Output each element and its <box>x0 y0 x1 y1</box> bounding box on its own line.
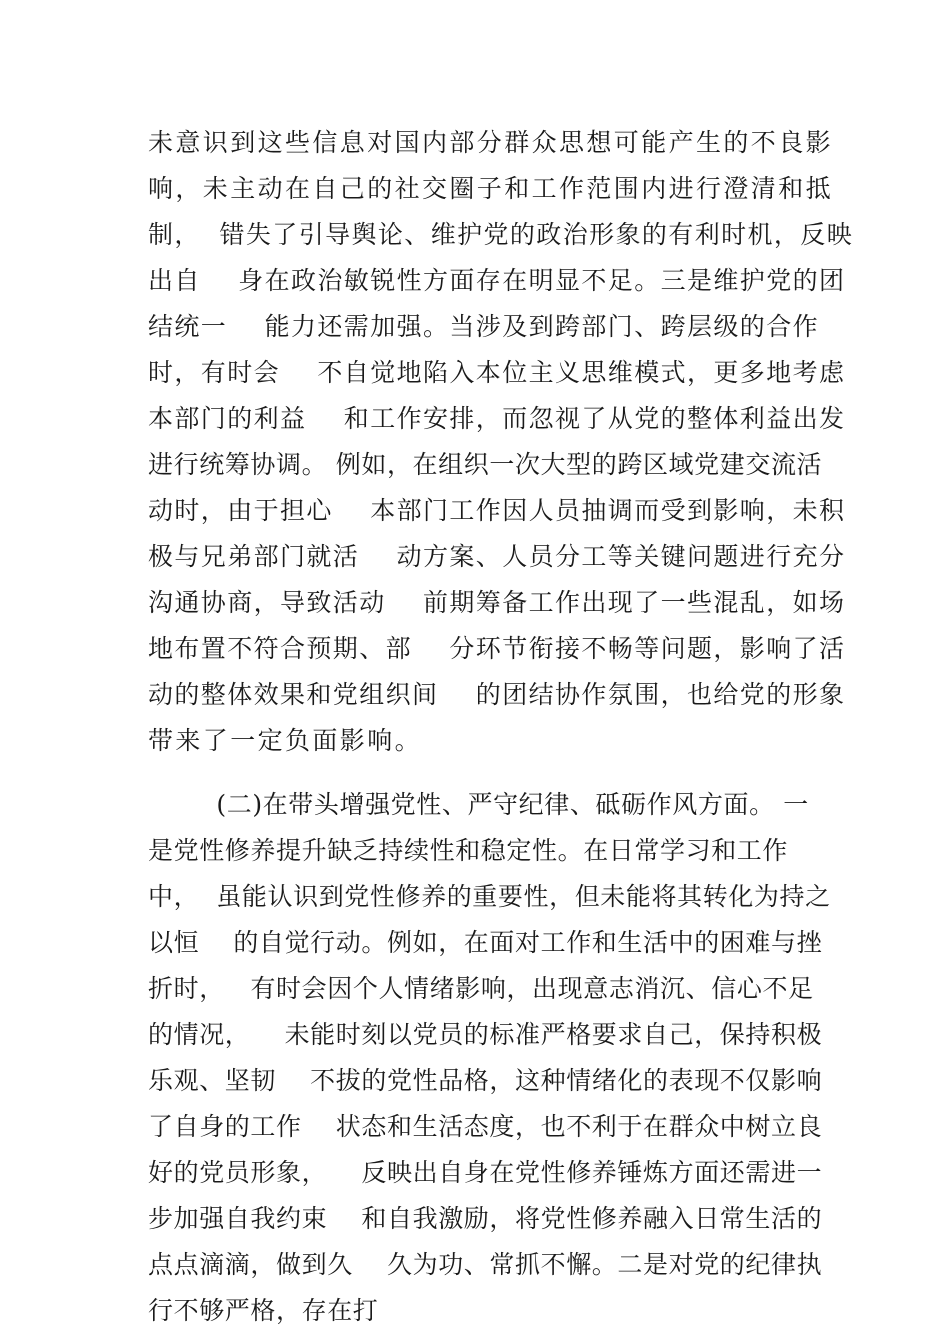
text-line: (二)在带头增强党性、严守纪律、砥砺作风方面。 一 <box>148 790 809 819</box>
text-line: 制， 错失了引导舆论、维护党的政治形象的有利时机，反映 <box>148 220 854 249</box>
text-line: 好的党员形象， 反映出自身在党性修养锤炼方面还需进一 <box>148 1158 823 1187</box>
text-line: 本部门的利益 和工作安排，而忽视了从党的整体利益出发 <box>148 404 846 433</box>
text-line: 出自 身在政治敏锐性方面存在明显不足。三是维护党的团 <box>148 266 846 295</box>
text-line: 是党性修养提升缺乏持续性和稳定性。在日常学习和工作 <box>148 836 789 865</box>
text-line: 的情况， 未能时刻以党员的标准严格要求自己，保持积极 <box>148 1020 823 1049</box>
text-line: 行不够严格，存在打 <box>148 1296 379 1325</box>
text-line: 了自身的工作 状态和生活态度，也不利于在群众中树立良 <box>148 1112 823 1141</box>
text-line: 动时，由于担心 本部门工作因人员抽调而受到影响，未积 <box>148 496 846 525</box>
text-line: 结统一 能力还需加强。当涉及到跨部门、跨层级的合作 <box>148 312 819 341</box>
text-line: 沟通协商，导致活动 前期筹备工作出现了一些混乱，如场 <box>148 588 846 617</box>
text-line: 步加强自我约束 和自我激励，将党性修养融入日常生活的 <box>148 1204 823 1233</box>
text-line: 地布置不符合预期、部 分环节衔接不畅等问题，影响了活 <box>148 634 846 663</box>
text-line: 时，有时会 不自觉地陷入本位主义思维模式，更多地考虑 <box>148 358 846 387</box>
text-line: 进行统筹协调。 例如，在组织一次大型的跨区域党建交流活 <box>148 450 823 479</box>
text-line: 乐观、坚韧 不拔的党性品格，这种情绪化的表现不仅影响 <box>148 1066 823 1095</box>
text-line: 带来了一定负面影响。 <box>148 726 423 755</box>
text-line: 未意识到这些信息对国内部分群众思想可能产生的不良影 <box>148 128 834 157</box>
text-line: 折时， 有时会因个人情绪影响，出现意志消沉、信心不足 <box>148 974 814 1003</box>
text-line: 中， 虽能认识到党性修养的重要性，但未能将其转化为持之 <box>148 882 831 911</box>
text-line: 以恒 的自觉行动。例如，在面对工作和生活中的困难与挫 <box>148 928 823 957</box>
text-line: 点点滴滴，做到久 久为功、常抓不懈。二是对党的纪律执 <box>148 1250 823 1279</box>
text-line: 响，未主动在自己的社交圈子和工作范围内进行澄清和抵 <box>148 174 834 203</box>
text-line: 动的整体效果和党组织间 的团结协作氛围，也给党的形象 <box>148 680 846 709</box>
text-line: 极与兄弟部门就活 动方案、人员分工等关键问题进行充分 <box>148 542 846 571</box>
